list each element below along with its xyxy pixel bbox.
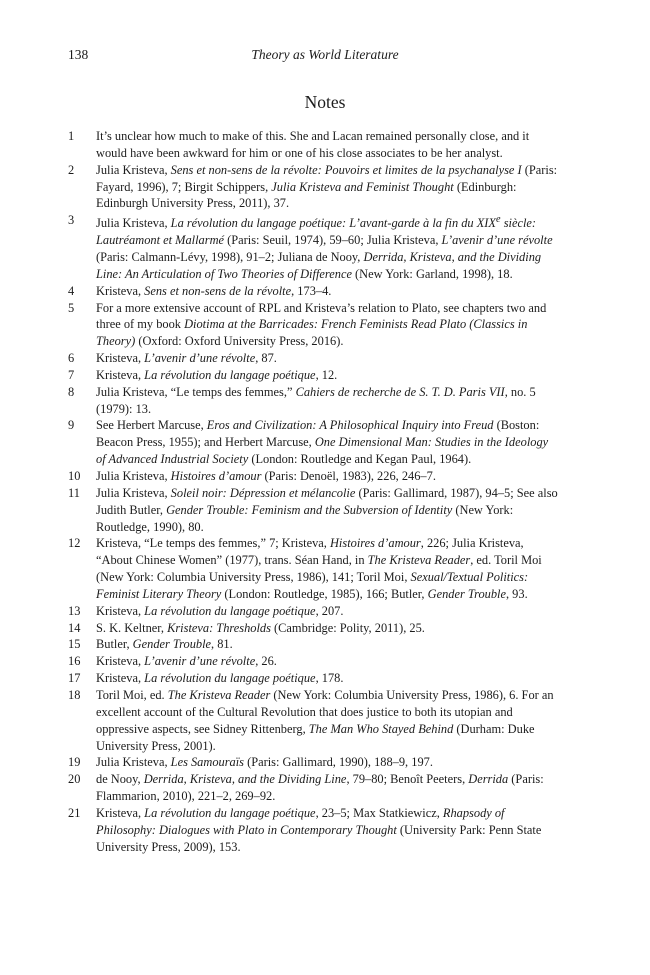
note-item — [68, 300, 558, 351]
note-number: 15 — [68, 637, 81, 652]
note-number: 10 — [68, 469, 81, 483]
note-number: 4 — [68, 283, 75, 298]
notes-list — [68, 128, 558, 855]
note-text: de Nooy, Derrida, Kristeva, and the Dividing Line, 79–80; Benoît Peeters, Derrida (Paris: Flammarion, 2010), 221–2, 269–92. — [96, 772, 544, 804]
note-number: 21 — [68, 805, 81, 820]
note-number: 13 — [68, 603, 81, 618]
note-item — [68, 468, 558, 485]
note-text: S. K. Keltner, Kristeva: Thresholds (Cambridge: Polity, 2011), 25. — [96, 620, 425, 635]
note-text: Julia Kristeva, Soleil noir: Dépression et mélancolie (Paris: Gallimard, 1987), 94–5; See also Judith Butler, Gender Trouble: Feminism and the Subversion of Identity (New York: Routledge, 1990), 80. — [96, 485, 558, 534]
note-text: It’s unclear how much to make of this. She and Lacan remained personally close, and it would have been awkward for him or one of his close associates to be her analyst. — [96, 129, 530, 160]
note-item — [68, 417, 558, 468]
note-text: Julia Kristeva, La révolution du langage poétique: L’avant-garde à la fin du XIXe siècle: Lautréamont et Mallarmé (Paris: Seuil, 1974), 59–60; Julia Kristeva, L’avenir d’une révolte (Paris: Calmann-Lévy, 1998), 91–2; Juliana de Nooy, Derrida, Kristeva, and the Dividing Line: An Articulation of Two Theories of Difference (New York: Garland, 1998), 18. — [96, 214, 553, 281]
note-text: Julia Kristeva, Sens et non-sens de la révolte: Pouvoirs et limites de la psychanalyse I (Paris: Fayard, 1996), 7; Birgit Schippers, Julia Kristeva and Feminist Thought (Edinburgh: Edinburgh University Press, 2011), 37. — [96, 162, 558, 211]
note-item — [68, 653, 558, 670]
note-item — [68, 771, 558, 805]
note-text: Kristeva, La révolution du langage poétique, 23–5; Max Statkiewicz, Rhapsody of Philosophy: Dialogues with Plato in Contemporary Thought (University Park: Penn State University Press, 2009), 153. — [96, 805, 542, 854]
note-number: 7 — [68, 367, 75, 382]
note-text: Julia Kristeva, “Le temps des femmes,” Cahiers de recherche de S. T. D. Paris VII, no. 5 (1979): 13. — [96, 384, 536, 416]
note-number: 18 — [68, 687, 81, 702]
note-text: Kristeva, Sens et non-sens de la révolte, 173–4. — [96, 283, 332, 298]
note-number: 12 — [68, 536, 81, 551]
note-number: 8 — [68, 384, 75, 399]
note-number: 20 — [68, 772, 81, 787]
note-text: See Herbert Marcuse, Eros and Civilization: A Philosophical Inquiry into Freud (Boston: Beacon Press, 1955); and Herbert Marcuse, One Dimensional Man: Studies in the Ideology of Advanced Industrial Society (London: Routledge and Kegan Paul, 1964). — [96, 418, 549, 467]
running-head: Theory as World Literature — [251, 47, 399, 62]
note-item — [68, 384, 558, 418]
note-number: 16 — [68, 654, 81, 669]
note-item — [68, 620, 558, 637]
note-text: Kristeva, La révolution du langage poétique, 12. — [96, 367, 338, 382]
note-text: Kristeva, La révolution du langage poétique, 178. — [96, 671, 344, 686]
note-text: Kristeva, L’avenir d’une révolte, 87. — [96, 351, 277, 366]
note-item — [68, 805, 558, 856]
note-item — [68, 212, 558, 283]
note-text: Toril Moi, ed. The Kristeva Reader (New York: Columbia University Press, 1986), 6. For an excellent account of the Cultural Revolution that does justice to both its utopian and oppressive aspects, see Sidney Rittenberg, The Man Who Stayed Behind (Durham: Duke University Press, 2001). — [96, 687, 554, 753]
note-item — [68, 687, 558, 754]
note-item — [68, 350, 558, 367]
note-item — [68, 754, 558, 771]
note-item — [68, 535, 558, 602]
section-title: Notes — [304, 92, 346, 112]
note-number: 3 — [68, 213, 75, 228]
note-number: 19 — [68, 755, 81, 770]
note-number: 11 — [68, 485, 80, 500]
note-number: 9 — [68, 418, 75, 433]
note-text: Julia Kristeva, Histoires d’amour (Paris: Denoël, 1983), 226, 246–7. — [96, 469, 436, 483]
note-item — [68, 603, 558, 620]
note-text: Julia Kristeva, Les Samouraïs (Paris: Gallimard, 1990), 188–9, 197. — [96, 755, 433, 770]
note-text: Kristeva, L’avenir d’une révolte, 26. — [96, 654, 277, 669]
note-text: Kristeva, “Le temps des femmes,” 7; Kristeva, Histoires d’amour, 226; Julia Kristeva, “About Chinese Women” (1977), trans. Séan Hand, in The Kristeva Reader, ed. Toril Moi (New York: Columbia University Press, 1986), 141; Toril Moi, Sexual/Textual Politics: Feminist Literary Theory (London: Routledge, 1985), 166; Butler, Gender Trouble, 93. — [96, 536, 542, 601]
note-item — [68, 670, 558, 687]
page-number: 138 — [68, 47, 89, 62]
note-item — [68, 162, 558, 213]
note-item — [68, 636, 558, 653]
note-text: For a more extensive account of RPL and Kristeva’s relation to Plato, see chapters two and three of my book Diotima at the Barricades: French Feminists Read Plato (Classics in Theory) (Oxford: Oxford University Press, 2016). — [96, 300, 547, 349]
note-item — [68, 128, 558, 162]
note-item — [68, 485, 558, 536]
note-text: Kristeva, La révolution du langage poétique, 207. — [96, 603, 344, 618]
note-number: 5 — [68, 300, 75, 315]
note-number: 14 — [68, 620, 81, 635]
note-text: Butler, Gender Trouble, 81. — [96, 637, 233, 652]
note-item — [68, 283, 558, 300]
note-number: 6 — [68, 351, 75, 366]
note-item — [68, 367, 558, 384]
note-number: 17 — [68, 671, 81, 686]
note-number: 2 — [68, 162, 75, 177]
note-number: 1 — [68, 129, 75, 143]
